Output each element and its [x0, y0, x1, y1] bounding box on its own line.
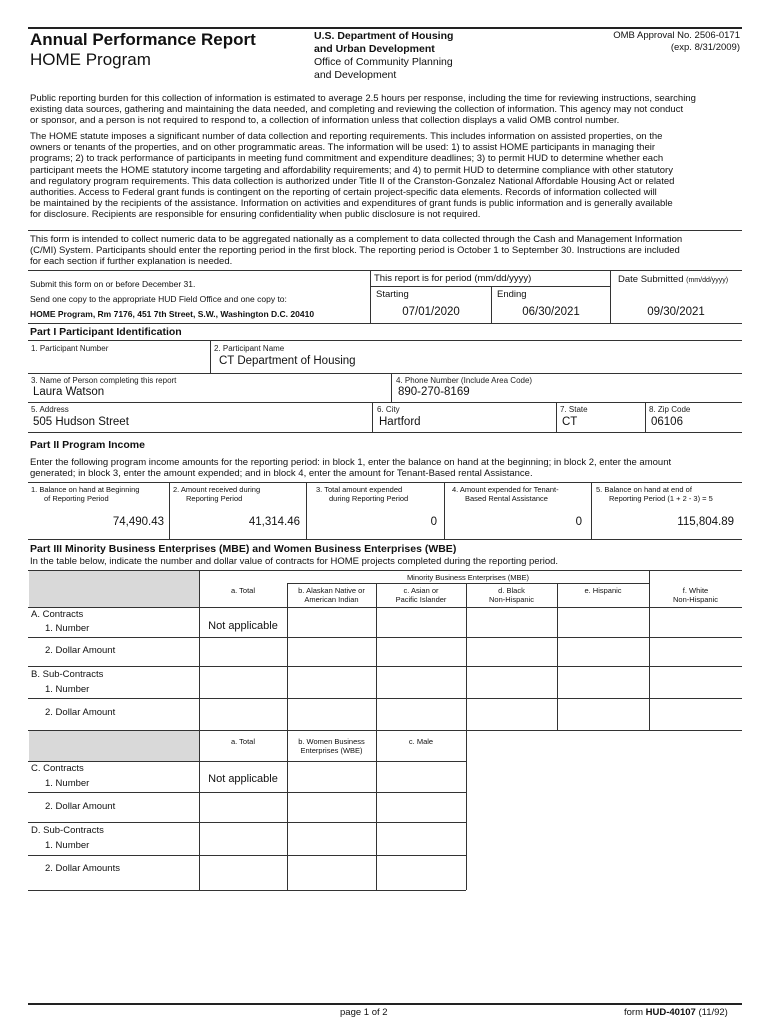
- form-id: HUD-40107: [645, 1007, 696, 1018]
- divider: [28, 323, 742, 324]
- col-line: b. Alaskan Native or: [298, 586, 365, 595]
- submit-address: HOME Program, Rm 7176, 451 7th Street, S.W., Washington D.C. 20410: [30, 309, 315, 319]
- row-number-label: 1. Number: [45, 684, 90, 695]
- phone-label: 4. Phone Number (Include Area Code): [396, 376, 533, 385]
- divider: [376, 730, 377, 890]
- row-contracts-label: C. Contracts: [31, 763, 84, 774]
- dept-line2: and Urban Development: [314, 43, 435, 55]
- page-number: page 1 of 2: [340, 1007, 388, 1018]
- col-line: 5. Balance on hand at end of: [596, 485, 692, 494]
- divider: [287, 583, 649, 584]
- mbe-col-alaskan: [287, 586, 376, 604]
- divider: [557, 583, 558, 730]
- col-line: American Indian: [304, 595, 359, 604]
- row-dollar-label: 2. Dollar Amount: [45, 707, 116, 718]
- statute-line: and regulatory program requirements. This data collection is authorized under Title II of the Cranston-Gonzalez National Affordable Housing Act or related: [30, 175, 675, 187]
- divider: [466, 730, 467, 890]
- divider: [556, 402, 557, 432]
- divider: [199, 730, 200, 890]
- divider: [466, 583, 467, 730]
- divider: [370, 270, 371, 323]
- divider: [28, 822, 466, 823]
- part1-heading: Part I Participant Identification: [30, 326, 182, 338]
- divider: [28, 792, 466, 793]
- city-field[interactable]: Hartford: [379, 416, 421, 428]
- income-col3-header: [316, 485, 408, 503]
- row-number-label: 1. Number: [45, 840, 90, 851]
- col-line: c. Asian or: [403, 586, 439, 595]
- wbe-not-applicable[interactable]: Not applicable: [208, 773, 278, 785]
- divider: [391, 373, 392, 402]
- divider: [645, 402, 646, 432]
- statute-line: owners or tenants of the properties, and on other programmatic areas. The information will be used: 1) to assist HOME participants in managing their: [30, 142, 656, 154]
- top-rule: [28, 27, 742, 29]
- starting-date-field[interactable]: 07/01/2020: [402, 306, 460, 318]
- col-line: Based Rental Assistance: [465, 494, 548, 503]
- row-dollar-label: 2. Dollar Amount: [45, 645, 116, 656]
- starting-label: Starting: [376, 289, 409, 300]
- row-dollar-label: 2. Dollar Amount: [45, 801, 116, 812]
- part2-instr-line: Enter the following program income amounts for the reporting period: in block 1, enter the balance on hand at the beginning; in block 2, enter the amount: [30, 457, 672, 468]
- date-submitted-hint: (mm/dd/yyyy): [686, 277, 729, 284]
- amount-received-field[interactable]: 41,314.46: [248, 516, 300, 528]
- divider: [169, 482, 170, 539]
- omb-approval: OMB Approval No. 2506-0171: [613, 30, 740, 41]
- mbe-header: Minority Business Enterprises (MBE): [406, 573, 530, 582]
- part2-instr-line: generated; in block 3, enter the amount expended; and in block 4, enter the amount for Tenant-Based rental Assistance.: [30, 468, 533, 480]
- divider: [287, 583, 288, 730]
- submit-deadline: Submit this form on or before December 31.: [30, 279, 196, 289]
- tenant-assistance-field[interactable]: 0: [575, 516, 582, 528]
- statute-line: The HOME statute imposes a significant number of data collection and reporting requirements. This includes information on assisted properties, on the: [30, 131, 663, 142]
- col-line: during Reporting Period: [329, 494, 409, 503]
- divider: [372, 402, 373, 432]
- balance-end-field[interactable]: 115,804.89: [677, 516, 734, 528]
- divider: [306, 482, 307, 539]
- wbe-col-women: [287, 737, 376, 755]
- period-label: This report is for period (mm/dd/yyyy): [374, 273, 532, 284]
- statute-line: for disclosure. Recipients are responsible for ensuring confidentiality when public disclosure is not required.: [30, 209, 481, 221]
- person-name-label: 3. Name of Person completing this report: [31, 376, 177, 385]
- form-subtitle: HOME Program: [30, 50, 151, 69]
- divider: [28, 666, 742, 667]
- burden-line: existing data sources, gathering and maintaining the data needed, and completing and reviewing the collection of information. This agency may not conduct: [30, 104, 684, 116]
- participant-name-field[interactable]: CT Department of Housing: [219, 355, 356, 367]
- col-line: Enterprises (WBE): [300, 746, 363, 755]
- divider: [28, 855, 466, 856]
- intro-line: (C/MI) System. Participants should enter the reporting period in the first block. The reporting period is October 1 to September 30. Instructions are included: [30, 245, 680, 257]
- col-line: Pacific Islander: [395, 595, 447, 604]
- mbe-not-applicable[interactable]: Not applicable: [208, 620, 278, 632]
- date-submitted-label: [618, 274, 728, 285]
- col-line: 2. Amount received during: [173, 485, 261, 494]
- divider: [370, 286, 610, 287]
- mbe-col-asian: [376, 586, 466, 604]
- zip-label: 8. Zip Code: [649, 405, 691, 414]
- statute-line: be maintained by the recipients of the assistance. Information on activities and expenditures of grant funds is public information and is generally available: [30, 198, 673, 210]
- income-col2-header: [173, 485, 260, 503]
- income-col4-header: [452, 485, 559, 503]
- row-number-label: 1. Number: [45, 778, 90, 789]
- submit-copy: Send one copy to the appropriate HUD Field Office and one copy to:: [30, 294, 287, 304]
- shaded-header-cell: [29, 731, 199, 761]
- burden-line: Public reporting burden for this collection of information is estimated to average 2.5 hours per response, including the time for reviewing instructions, searching: [30, 93, 696, 104]
- burden-line: or sponsor, and a person is not required to respond to, a collection of information unless that collection displays a valid OMB control number.: [30, 115, 620, 127]
- divider: [28, 761, 466, 762]
- person-name-field[interactable]: Laura Watson: [33, 386, 105, 398]
- statute-line: programs; 2) to track performance of participants in meeting fund commitment and expenditure deadlines; 3) to permit HUD to determine whether each: [30, 153, 664, 165]
- row-contracts-label: A. Contracts: [31, 609, 84, 620]
- zip-field[interactable]: 06106: [651, 416, 683, 428]
- form-date: (11/92): [698, 1007, 728, 1018]
- bottom-rule: [28, 1003, 742, 1005]
- balance-beginning-field[interactable]: 74,490.43: [112, 516, 164, 528]
- intro-line: This form is intended to collect numeric data to be aggregated nationally as a complement to data collected through the Cash and Management Information: [30, 234, 683, 245]
- form-title: Annual Performance Report: [30, 30, 256, 49]
- date-submitted-field[interactable]: 09/30/2021: [647, 306, 705, 318]
- divider: [210, 340, 211, 373]
- divider: [28, 607, 742, 608]
- wbe-col-total: a. Total: [230, 737, 256, 746]
- divider: [28, 402, 742, 403]
- statute-statement: [30, 131, 742, 221]
- col-line: Reporting Period (1 + 2 - 3) = 5: [609, 494, 713, 503]
- divider: [376, 583, 377, 730]
- divider: [28, 340, 742, 341]
- divider: [28, 539, 742, 540]
- amount-expended-field[interactable]: 0: [430, 516, 437, 528]
- divider: [610, 270, 611, 323]
- mbe-col-total: a. Total: [230, 586, 256, 595]
- part2-instructions: [30, 457, 742, 479]
- date-submitted-text: Date Submitted: [618, 274, 684, 285]
- intro-statement: [30, 234, 742, 268]
- row-subcontracts-label: B. Sub-Contracts: [31, 669, 104, 680]
- divider: [28, 270, 742, 271]
- ending-date-field[interactable]: 06/30/2021: [522, 306, 580, 318]
- income-col5-header: [596, 485, 713, 503]
- divider: [28, 432, 742, 433]
- mbe-col-white: [649, 586, 742, 604]
- divider: [444, 482, 445, 539]
- mbe-col-hispanic: e. Hispanic: [584, 586, 622, 595]
- part2-heading: Part II Program Income: [30, 439, 145, 451]
- state-field[interactable]: CT: [562, 416, 578, 428]
- divider: [491, 286, 492, 323]
- city-label: 6. City: [377, 405, 400, 414]
- burden-statement: [30, 93, 742, 127]
- form-number: [624, 1007, 728, 1018]
- col-line: Non-Hispanic: [672, 595, 719, 604]
- income-col1-header: [31, 485, 139, 503]
- state-label: 7. State: [560, 405, 588, 414]
- col-line: b. Women Business: [298, 737, 365, 746]
- col-line: Non-Hispanic: [488, 595, 535, 604]
- form-prefix: form: [624, 1007, 643, 1018]
- divider: [28, 890, 466, 891]
- statute-line: authorities. Access to Federal grant funds is contingent on the reporting of certain project-specific data elements. Records of information collected will: [30, 187, 657, 199]
- part3-instructions: In the table below, indicate the number and dollar value of contracts for HOME projects completed during the reporting period.: [30, 556, 559, 567]
- wbe-col-male: c. Male: [408, 737, 434, 746]
- office-line1: Office of Community Planning: [314, 56, 453, 68]
- ending-label: Ending: [497, 289, 527, 300]
- mbe-col-black: [466, 586, 557, 604]
- shaded-header-cell: [29, 571, 199, 607]
- address-field[interactable]: 505 Hudson Street: [33, 416, 129, 428]
- col-line: of Reporting Period: [44, 494, 109, 503]
- part3-heading: Part III Minority Business Enterprises (MBE) and Women Business Enterprises (WBE): [30, 543, 457, 555]
- phone-field[interactable]: 890-270-8169: [398, 386, 470, 398]
- col-line: d. Black: [498, 586, 525, 595]
- divider: [591, 482, 592, 539]
- col-line: f. White: [682, 586, 709, 595]
- row-number-label: 1. Number: [45, 623, 90, 634]
- office-line2: and Development: [314, 69, 397, 81]
- col-line: 3. Total amount expended: [316, 485, 403, 494]
- participant-name-label: 2. Participant Name: [214, 344, 285, 353]
- col-line: 4. Amount expended for Tenant-: [452, 485, 559, 494]
- col-line: Reporting Period: [186, 494, 243, 503]
- row-dollar-label: 2. Dollar Amounts: [45, 863, 120, 874]
- divider: [28, 482, 742, 483]
- divider: [28, 637, 742, 638]
- divider: [28, 230, 742, 231]
- statute-line: participant meets the HOME statutory income targeting and affordability requirements; and 4) to permit HUD to determine compliance with other statutory: [30, 164, 673, 176]
- dept-line1: U.S. Department of Housing: [314, 30, 454, 42]
- intro-line: for each section if further explanation is needed.: [30, 256, 233, 268]
- omb-expiration: (exp. 8/31/2009): [670, 42, 740, 53]
- address-label: 5. Address: [31, 405, 69, 414]
- divider: [28, 373, 742, 374]
- participant-number-label: 1. Participant Number: [31, 344, 109, 353]
- col-line: 1. Balance on hand at Beginning: [31, 485, 140, 494]
- row-subcontracts-label: D. Sub-Contracts: [31, 825, 104, 836]
- divider: [28, 698, 742, 699]
